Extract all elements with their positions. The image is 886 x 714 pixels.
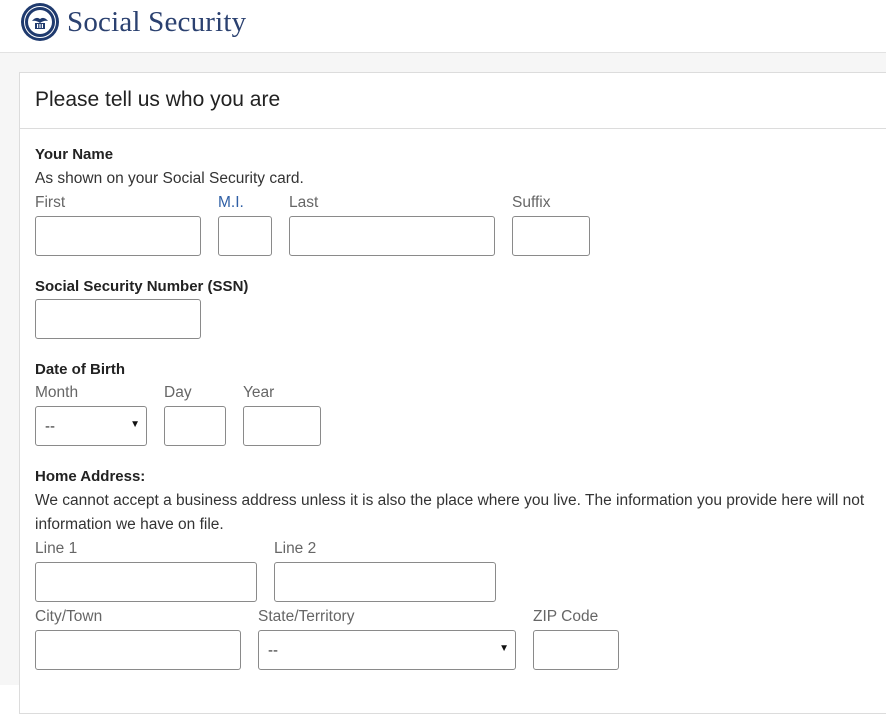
first-name-label: First [35,194,66,211]
suffix-label: Suffix [512,194,551,211]
ssn-input[interactable] [35,299,201,339]
middle-initial-label[interactable]: M.I. [218,194,244,211]
day-input[interactable] [164,406,226,446]
address-help-line-1: We cannot accept a business address unless it is also the place where you live. The information you provide here will not [35,492,865,509]
chevron-down-icon: ▼ [499,643,509,654]
state-label: State/Territory [258,608,355,625]
address-line2-label: Line 2 [274,540,317,557]
first-name-input[interactable] [35,216,201,256]
address-help-line-2: information we have on file. [35,516,224,533]
zip-label: ZIP Code [533,608,599,625]
last-name-input[interactable] [289,216,495,256]
address-line1-label: Line 1 [35,540,78,557]
month-selected-value: -- [45,418,55,435]
year-label: Year [243,384,275,401]
middle-initial-input[interactable] [218,216,272,256]
ssn-section-label: Social Security Number (SSN) [35,278,249,295]
name-section-label: Your Name [35,146,114,163]
state-select[interactable] [258,630,516,670]
state-selected-value: -- [268,642,278,659]
year-input[interactable] [243,406,321,446]
site-header [0,0,886,53]
ssa-seal-icon[interactable] [20,2,60,42]
address-line2-input[interactable] [274,562,496,602]
panel-heading [20,73,886,129]
address-section-label: Home Address: [35,468,146,485]
identity-form-panel [19,72,886,714]
zip-input[interactable] [533,630,619,670]
name-help-text: As shown on your Social Security card. [35,170,304,187]
dob-section-label: Date of Birth [35,361,125,378]
last-name-label: Last [289,194,319,211]
site-brand-title[interactable]: Social Security [67,6,247,38]
address-line1-input[interactable] [35,562,257,602]
suffix-input[interactable] [512,216,590,256]
city-label: City/Town [35,608,103,625]
month-select[interactable] [35,406,147,446]
day-label: Day [164,384,192,401]
city-input[interactable] [35,630,241,670]
chevron-down-icon: ▼ [130,419,140,430]
page-title: Please tell us who you are [35,88,281,111]
month-label: Month [35,384,79,401]
